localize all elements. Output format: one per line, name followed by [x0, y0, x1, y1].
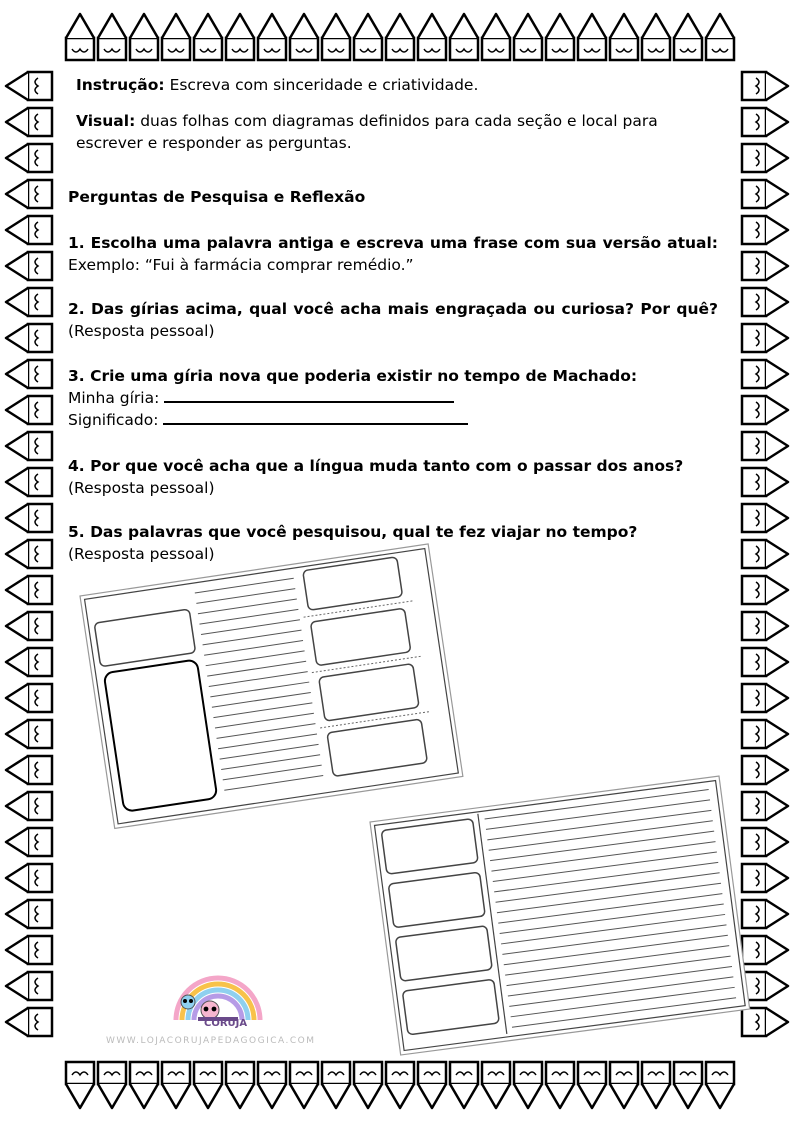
section-title: Perguntas de Pesquisa e Reflexão	[68, 188, 366, 206]
field-2-label: Significado:	[68, 411, 159, 429]
instruction-label: Instrução:	[76, 76, 165, 94]
sheet-1-paper	[80, 544, 463, 828]
field-1-label: Minha gíria:	[68, 389, 160, 407]
logo-text: CORUJA	[204, 1018, 248, 1029]
visual-text: duas folhas com diagramas definidos para cada seção e local para escrever e responder as perguntas.	[76, 112, 658, 152]
question-5-prompt: 5. Das palavras que você pesquisou, qual te fez viajar no tempo?	[68, 523, 638, 541]
template-sheet-1	[80, 544, 463, 828]
question-5-answer: (Resposta pessoal)	[68, 545, 215, 563]
question-4-prompt: 4. Por que você acha que a língua muda tanto com o passar dos anos?	[68, 457, 684, 475]
template-sheet-2	[370, 776, 750, 1055]
watermark-url: WWW.LOJACORUJAPEDAGOGICA.COM	[106, 1036, 316, 1046]
visual-label: Visual:	[76, 112, 136, 130]
question-2-answer: (Resposta pessoal)	[68, 322, 215, 340]
question-2-prompt: 2. Das gírias acima, qual você acha mais engraçada ou curiosa? Por quê?	[68, 300, 718, 318]
question-1-prompt: 1. Escolha uma palavra antiga e escreva uma frase com sua versão atual:	[68, 234, 718, 252]
question-4-answer: (Resposta pessoal)	[68, 479, 215, 497]
coruja-logo	[168, 962, 288, 1037]
question-3-prompt: 3. Crie uma gíria nova que poderia existir no tempo de Machado:	[68, 367, 638, 385]
question-1-example: Exemplo: “Fui à farmácia comprar remédio.”	[68, 256, 414, 274]
instruction-text: Escreva com sinceridade e criatividade.	[169, 76, 479, 94]
